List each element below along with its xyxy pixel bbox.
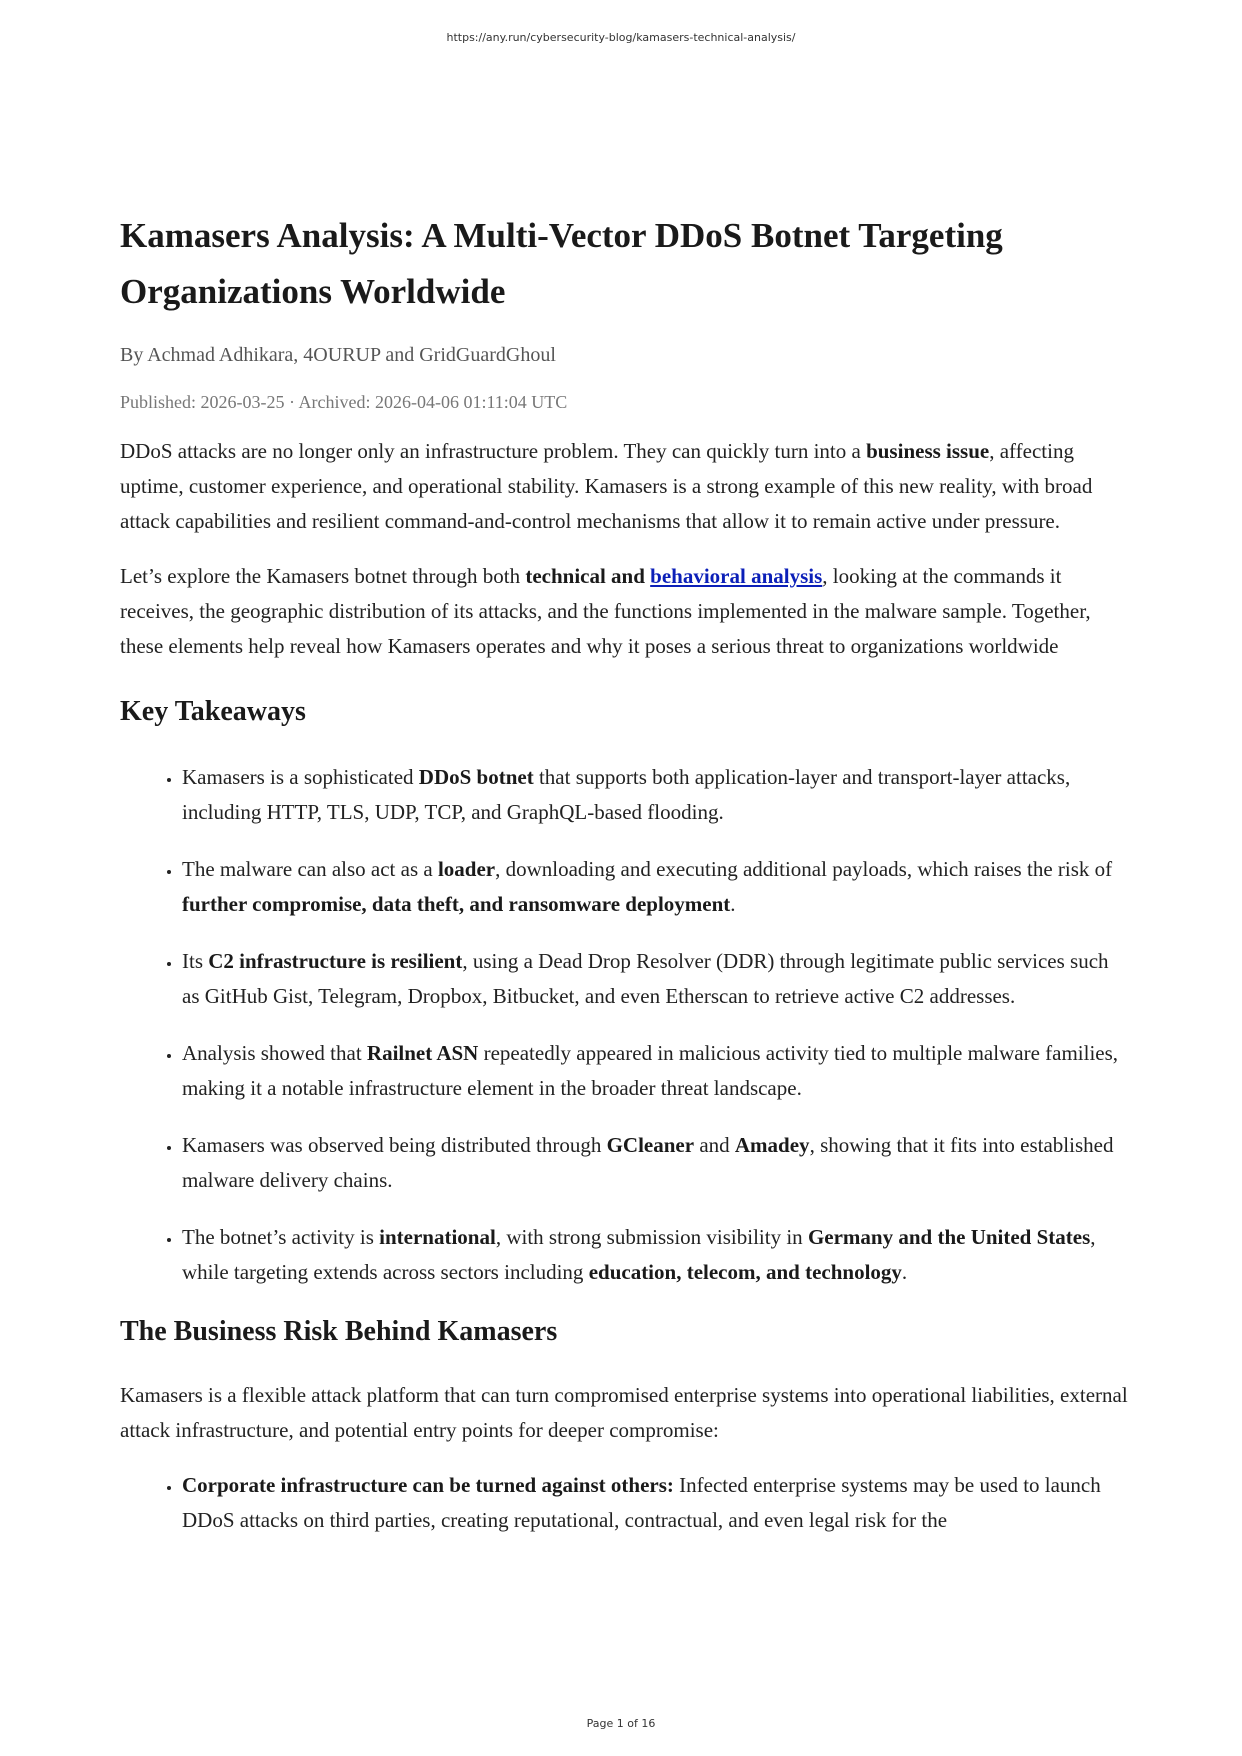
intro-paragraph-1: DDoS attacks are no longer only an infrastructure problem. They can quickly turn into a business issue, affecting uptime, customer experience, and operational stability. Kamasers is a strong example of this new reality, with broad attack capabilities and resilient command-and-control mechanisms that allow it to remain active under pressure. (120, 439, 1093, 533)
intro-paragraph-2: Let’s explore the Kamasers botnet through both technical and behavioral analysis, looking at the commands it receives, the geographic distribution of its attacks, and the functions implemented in the malware sample. Together, these elements help reveal how Kamasers operates and why it poses a serious threat to organizations worldwide (120, 564, 1091, 658)
list-item: • The botnet’s activity is international, with strong submission visibility in Germany and the United States, while targeting extends across sectors including education, telecom, and technology. (182, 1220, 1130, 1290)
page-number: Page 1 of 16 (586, 1717, 656, 1730)
business-risk-list (120, 1468, 1130, 1538)
emphasis: technical and (525, 564, 651, 588)
behavioral-analysis-link[interactable]: behavioral analysis (650, 564, 823, 588)
list-item: • Corporate infrastructure can be turned against others: Infected enterprise systems may be used to launch DDoS attacks on third parties, creating reputational, contractual, and even legal risk for the (182, 1468, 1130, 1538)
article-title: Kamasers Analysis: A Multi-Vector DDoS Botnet Targeting Organizations Worldwide (120, 216, 1003, 311)
key-takeaways-list (120, 760, 1130, 1290)
business-risk-paragraph: Kamasers is a flexible attack platform that can turn compromised enterprise systems into operational liabilities, external attack infrastructure, and potential entry points for deeper compromise: (120, 1383, 1128, 1442)
list-item: • Its C2 infrastructure is resilient, using a Dead Drop Resolver (DDR) through legitimate public services such as GitHub Gist, Telegram, Dropbox, Bitbucket, and even Etherscan to retrieve active C2 addresses. (182, 944, 1130, 1014)
article-byline: By Achmad Adhikara, 4OURUP and GridGuardGhoul (120, 344, 556, 366)
list-item: • Kamasers is a sophisticated DDoS botnet that supports both application-layer and transport-layer attacks, including HTTP, TLS, UDP, TCP, and GraphQL-based flooding. (182, 760, 1130, 830)
key-takeaways-heading: Key Takeaways (120, 696, 306, 727)
emphasis: business issue (866, 439, 990, 463)
article (120, 208, 1130, 1560)
list-item: • Analysis showed that Railnet ASN repeatedly appeared in malicious activity tied to multiple malware families, making it a notable infrastructure element in the broader threat landscape. (182, 1036, 1130, 1106)
business-risk-heading: The Business Risk Behind Kamasers (120, 1316, 558, 1347)
list-item: • Kamasers was observed being distributed through GCleaner and Amadey, showing that it fits into established malware delivery chains. (182, 1128, 1130, 1198)
page-url-header: https://any.run/cybersecurity-blog/kamasers-technical-analysis/ (446, 31, 796, 44)
article-meta: Published: 2026-03-25 · Archived: 2026-04-06 01:11:04 UTC (120, 392, 568, 412)
list-item: • The malware can also act as a loader, downloading and executing additional payloads, which raises the risk of further compromise, data theft, and ransomware deployment. (182, 852, 1130, 922)
